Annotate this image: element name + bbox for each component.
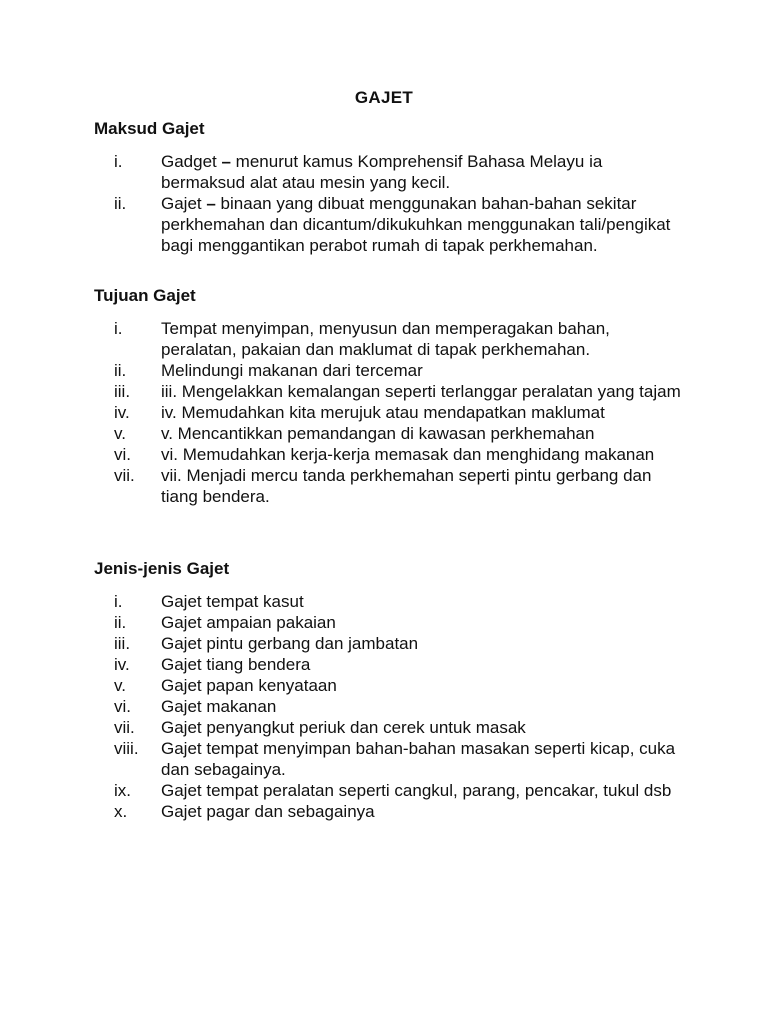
- list-item: [94, 318, 694, 360]
- definition-list: [94, 151, 694, 256]
- item-text: iii. Mengelakkan kemalangan seperti terlanggar peralatan yang tajam: [161, 382, 681, 401]
- list-item: [94, 444, 694, 465]
- section-tujuan-gajet: [94, 285, 694, 507]
- item-text: iv. Memudahkan kita merujuk atau mendapatkan maklumat: [161, 403, 605, 422]
- list-item: [94, 193, 694, 256]
- item-number: i.: [114, 152, 123, 171]
- item-number: v.: [114, 424, 126, 443]
- item-number: i.: [114, 319, 123, 338]
- item-number: vii.: [114, 718, 135, 737]
- item-number: iii.: [114, 382, 131, 401]
- item-text: Melindungi makanan dari tercemar: [161, 361, 423, 380]
- item-text: v. Mencantikkan pemandangan di kawasan perkhemahan: [161, 424, 595, 443]
- list-item: [94, 696, 694, 717]
- types-list: [94, 591, 694, 822]
- item-body: menurut kamus Komprehensif Bahasa Melayu ia bermaksud alat atau mesin yang kecil.: [161, 152, 603, 192]
- section-heading: Maksud Gajet: [94, 119, 205, 138]
- item-number: ii.: [114, 194, 127, 213]
- item-number: ii.: [114, 361, 127, 380]
- item-text: [161, 193, 681, 256]
- section-heading: Tujuan Gajet: [94, 286, 196, 305]
- list-item: [94, 717, 694, 738]
- list-item: [94, 633, 694, 654]
- item-text: Gajet tiang bendera: [161, 655, 311, 674]
- item-text: Gajet ampaian pakaian: [161, 613, 336, 632]
- list-item: [94, 801, 694, 822]
- item-text: Gajet papan kenyataan: [161, 676, 337, 695]
- list-item: [94, 591, 694, 612]
- list-item: [94, 780, 694, 801]
- item-number: iv.: [114, 403, 130, 422]
- list-item: [94, 465, 694, 507]
- list-item: [94, 738, 694, 780]
- item-text: Gajet penyangkut periuk dan cerek untuk masak: [161, 718, 526, 737]
- item-text: vii. Menjadi mercu tanda perkhemahan seperti pintu gerbang dan tiang bendera.: [161, 466, 652, 506]
- item-number: i.: [114, 592, 123, 611]
- purpose-list: [94, 318, 694, 507]
- list-item: [94, 360, 694, 381]
- list-item: [94, 654, 694, 675]
- item-number: ix.: [114, 781, 131, 800]
- section-maksud-gajet: [94, 118, 694, 256]
- item-body: binaan yang dibuat menggunakan bahan-bahan sekitar perkhemahan dan dicantum/dikukuhkan menggunakan tali/pengikat bagi menggantikan perabot rumah di tapak perkhemahan.: [161, 194, 671, 255]
- list-item: [94, 381, 694, 402]
- item-number: vi.: [114, 445, 131, 464]
- item-number: vi.: [114, 697, 131, 716]
- item-text: Gajet pagar dan sebagainya: [161, 802, 375, 821]
- item-term: Gadget: [161, 152, 217, 171]
- list-item: [94, 151, 694, 193]
- item-separator: –: [216, 152, 236, 171]
- item-text: Gajet tempat peralatan seperti cangkul, parang, pencakar, tukul dsb: [161, 781, 672, 800]
- item-text: Tempat menyimpan, menyusun dan memperagakan bahan, peralatan, pakaian dan maklumat di tapak perkhemahan.: [161, 319, 610, 359]
- item-number: iii.: [114, 634, 131, 653]
- section-jenis-gajet: [94, 558, 694, 822]
- item-number: x.: [114, 802, 128, 821]
- list-item: [94, 423, 694, 444]
- item-term: Gajet: [161, 194, 202, 213]
- item-text: Gajet pintu gerbang dan jambatan: [161, 634, 419, 653]
- list-item: [94, 675, 694, 696]
- item-text: Gajet makanan: [161, 697, 277, 716]
- item-text: vi. Memudahkan kerja-kerja memasak dan menghidang makanan: [161, 445, 655, 464]
- list-item: [94, 612, 694, 633]
- item-text: [161, 151, 681, 193]
- list-item: [94, 402, 694, 423]
- item-number: v.: [114, 676, 126, 695]
- item-number: vii.: [114, 466, 135, 485]
- item-separator: –: [201, 194, 221, 213]
- item-text: Gajet tempat menyimpan bahan-bahan masakan seperti kicap, cuka dan sebagainya.: [161, 739, 676, 779]
- item-text: Gajet tempat kasut: [161, 592, 304, 611]
- document-title: GAJET: [354, 88, 414, 107]
- section-heading: Jenis-jenis Gajet: [94, 559, 230, 578]
- item-number: iv.: [114, 655, 130, 674]
- item-number: viii.: [114, 739, 139, 758]
- item-number: ii.: [114, 613, 127, 632]
